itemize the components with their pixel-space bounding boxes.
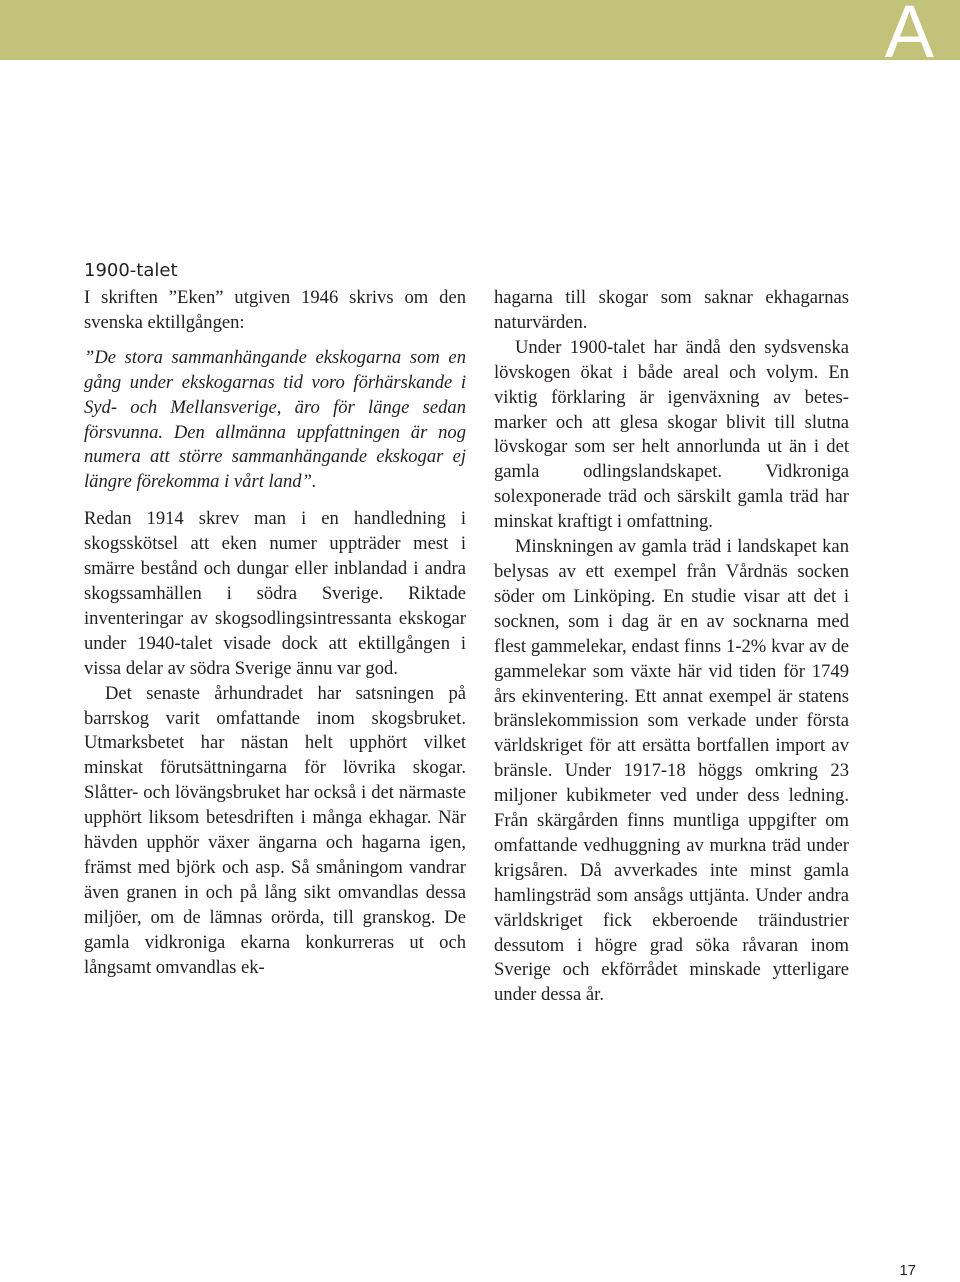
section-color-band [0,0,960,73]
body-paragraph: Under 1900-talet har ändå den sydsvenska lövskogen ökat i både areal och volym. En viktig förklaring är igenväxning av betesmarker och att glesa skogar blivit till slutna lövskogar som ser helt annorlunda ut än i det gamla odlingslandskapet. Vidkroniga solexponerade träd och särskilt gamla träd har minskat kraftigt i omfattning. [494,336,849,533]
body-paragraph: Minskningen av gamla träd i landskapet kan belysas av ett exempel från Vårdnäs socken söder om Linköping. En studie visar att det i socknen, som i dag är en av socknarna med flest gammelekar, endast finns 1-2% kvar av de gammelekar som växte här vid tiden för 1749 års ekinventering. Ett annat exempel är statens bränslekommission som verkade under första världskriget för att ersätta bortfallen import av bränsle. Under 1917-18 höggs omkring 23 miljoner kubikmeter ved under dess ledning. Från skärgården finns muntliga uppgifter om omfattande vedhuggning av murkna träd under krigsåren. Då avverkades inte minst gamla hamlingsträd som ansågs uttjänta. Under andra världskriget fick ekberoende träindustrier dessutom i högre grad söka råvaran inom Sverige och ekförrådet minskade ytterligare under dessa år. [494,536,849,1006]
body-paragraph: hagarna till skogar som saknar ekhagarnas naturvärden. [494,287,849,333]
section-letter: A [884,0,934,73]
page-number: 17 [899,1262,916,1279]
right-column [494,286,849,1008]
quote-paragraph: ”De stora sammanhängande ekskogarna som en gång under ekskogarnas tid voro förhärskande i Syd- och Mellansverige, äro för länge sedan försvunna. Den allmänna uppfattningen är nog numera att större sammanhängande ekskogar ej längre förekomma i vårt land”. [84,346,466,493]
intro-paragraph: I skriften ”Eken” utgiven 1946 skrivs om den svenska ektillgången: [84,287,466,333]
body-paragraph: Det senaste århundradet har satsningen på barrskog varit omfattande inom skogsbruket. Utmarksbetet har nästan helt upphört vilket minskat förutsättningarna för lövrika skogar. Slåtter- och lövängsbruket har också i det närmaste upphört liksom betesdriften i många ekhagar. När hävden upphör växer ängarna och hagarna igen, främst med björk och asp. Så småningom vandrar även granen in och på lång sikt omvandlas dessa miljöer, om de lämnas orörda, till granskog. De gamla vidkroniga ekarna konkurreras ut och långsamt omvandlas ek- [84,682,466,978]
section-heading: 1900-talet [84,260,178,281]
left-column [84,286,466,980]
body-paragraph: Redan 1914 skrev man i en handledning i skogsskötsel att eken numer uppträder mest i smärre bestånd och dungar eller inblandad i andra skogssamhällen i södra Sverige. Riktade inventeringar av skogsodlingsintressanta ekskogar under 1940-talet visade dock att ektillgången i vissa delar av södra Sverige ännu var god. [84,508,466,679]
